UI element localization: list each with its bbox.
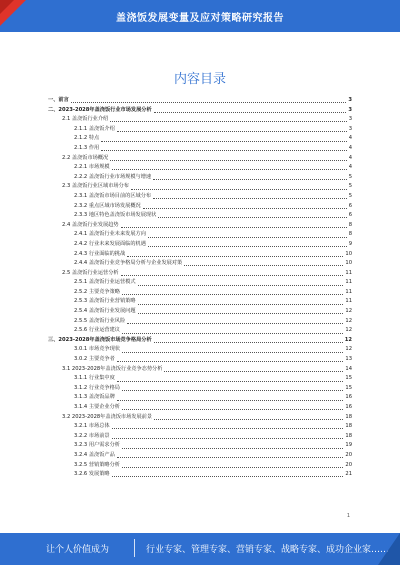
toc-entry-label: 2.5.3 盖浇饭行业营销策略 [74,297,137,307]
toc-entry-label: 3.2.4 盖浇饭产品 [74,451,116,461]
toc-entry-label: 3.1.3 盖浇饭品牌 [74,393,116,403]
toc-entry-label: 3.2.2 市场前景 [74,432,111,442]
toc-entry-page: 16 [345,404,352,410]
toc-entry[interactable] [48,393,352,403]
toc-entry-page: 19 [345,442,352,449]
toc-entry[interactable] [48,144,352,154]
toc-leader-dots [112,428,344,429]
toc-entry-label: 2.5.2 主要竞争策略 [74,288,121,298]
toc-entry-label: 2.3.2 重点区域市场发展概况 [74,202,142,212]
toc-entry-page: 18 [345,423,352,430]
toc-leader-dots [131,189,347,190]
toc-entry-page: 8 [348,221,352,228]
toc-entry-label: 3.1.2 行业竞争格局 [74,384,121,394]
toc-entry[interactable] [48,288,352,298]
toc-leader-dots [121,227,347,228]
toc-entry-label: 2.3.3 地区特色盖浇饭市场发展现状 [74,211,157,221]
toc-entry-page: 5 [348,173,352,180]
toc-entry-page: 4 [348,144,352,151]
table-of-contents [48,96,352,480]
toc-entry[interactable] [48,182,352,192]
toc-entry[interactable] [48,355,352,365]
toc-entry-label: 3.1.4 主要企业分析 [74,403,121,413]
toc-entry[interactable] [48,240,352,250]
toc-entry-label: 2.1.3 作用 [74,144,100,154]
toc-entry-page: 12 [345,327,352,334]
toc-entry-page: 6 [348,202,352,209]
toc-entry-page: 3 [348,106,352,113]
toc-leader-dots [158,217,346,218]
toc-entry-page: 10 [345,250,352,257]
toc-entry-label: 3.2.3 用户需求分析 [74,441,121,451]
toc-entry[interactable] [48,317,352,327]
toc-leader-dots [117,457,344,458]
toc-entry[interactable] [48,403,352,413]
toc-entry-page: 15 [345,375,352,382]
toc-entry-page: 4 [348,154,352,161]
toc-leader-dots [148,237,347,238]
toc-entry-label: 2.2 盖浇饭市场概况 [62,154,109,164]
toc-entry-page: 12 [345,346,352,353]
toc-entry-page: 12 [345,308,352,315]
toc-entry-label: 2.2.2 盖浇饭行业市场规模与增速 [74,173,152,183]
footer-slogan-left: 让个人价值成为 [46,545,110,555]
toc-entry[interactable] [48,173,352,183]
toc-entry[interactable] [48,451,352,461]
toc-leader-dots [122,390,343,391]
toc-entry-label: 2.5.1 盖浇饭行业运营模式 [74,278,137,288]
toc-entry-page: 8 [348,231,352,238]
toc-entry-page: 13 [345,356,352,363]
toc-entry-page: 11 [345,279,352,286]
toc-entry[interactable] [48,413,352,423]
toc-heading: 内容目录 [173,72,226,87]
toc-entry-page: 15 [345,384,352,391]
toc-leader-dots [154,419,343,420]
toc-entry-label: 2.5.4 盖浇饭行业发展问题 [74,307,137,317]
toc-leader-dots [117,400,344,401]
toc-entry-label: 3.2.1 市场总体 [74,422,111,432]
toc-entry-page: 18 [345,432,352,439]
report-title: 盖浇饭发展变量及应对策略研究报告 [116,13,284,24]
toc-entry-page: 20 [345,451,352,458]
toc-leader-dots [112,476,344,477]
toc-leader-dots [101,150,346,151]
toc-entry-label: 三、2023-2028年盖浇饭市场竞争格局分析 [48,336,153,346]
toc-entry-label: 3.0.2 主要竞争者 [74,355,116,365]
footer-divider [134,539,135,557]
toc-entry-label: 3.1 2023-2028年盖浇饭行业竞争态势分析 [62,365,163,375]
toc-entry[interactable] [48,96,352,106]
toc-entry-page: 5 [348,192,352,199]
toc-entry[interactable] [48,345,352,355]
toc-entry[interactable] [48,384,352,394]
toc-entry-label: 2.5 盖浇饭行业运营分析 [62,269,120,279]
toc-entry[interactable] [48,192,352,202]
toc-entry-label: 2.3 盖浇饭行业区域市场分布 [62,182,130,192]
toc-leader-dots [148,246,347,247]
toc-leader-dots [122,467,343,468]
toc-entry[interactable] [48,461,352,471]
toc-leader-dots [122,352,343,353]
toc-leader-dots [184,265,343,266]
toc-entry-label: 3.2.6 发展策略 [74,470,111,480]
toc-entry-page: 14 [345,365,352,372]
toc-entry[interactable] [48,307,352,317]
toc-entry-page: 21 [345,471,352,478]
toc-entry-page: 5 [348,183,352,190]
toc-entry[interactable] [48,250,352,260]
toc-leader-dots [127,323,343,324]
toc-leader-dots [117,131,347,132]
toc-entry-label: 3.0.1 市场竞争现状 [74,345,121,355]
toc-entry[interactable] [48,326,352,336]
toc-entry[interactable] [48,365,352,375]
toc-entry[interactable] [48,230,352,240]
toc-leader-dots [112,169,347,170]
toc-leader-dots [122,448,343,449]
toc-leader-dots [153,179,347,180]
toc-leader-dots [138,304,344,305]
toc-entry[interactable] [48,278,352,288]
toc-entry-page: 6 [348,212,352,219]
toc-leader-dots [122,333,343,334]
toc-entry[interactable] [48,115,352,125]
toc-entry-label: 2.4 盖浇饭行业发展趋势 [62,221,120,231]
toc-leader-dots [117,361,344,362]
toc-entry-page: 10 [345,260,352,267]
page-header [0,0,400,32]
toc-leader-dots [153,198,347,199]
toc-entry-page: 12 [344,336,352,343]
toc-entry[interactable] [48,432,352,442]
toc-entry-page: 4 [348,164,352,171]
toc-leader-dots [143,208,347,209]
toc-entry-label: 2.1 盖浇饭行业介绍 [62,115,109,125]
toc-leader-dots [154,342,343,343]
toc-leader-dots [117,381,344,382]
toc-entry[interactable] [48,154,352,164]
toc-leader-dots [127,256,343,257]
toc-leader-dots [101,141,346,142]
toc-leader-dots [71,102,347,103]
toc-entry-page: 4 [348,135,352,142]
toc-entry-label: 2.1.2 特点 [74,134,100,144]
toc-entry[interactable] [48,336,352,346]
toc-entry[interactable] [48,269,352,279]
toc-entry-label: 2.3.1 盖浇饭市场目前的区域分布 [74,192,152,202]
toc-entry[interactable] [48,441,352,451]
toc-leader-dots [164,371,343,372]
toc-leader-dots [110,160,346,161]
toc-entry-page: 9 [348,240,352,247]
toc-entry-page: 3 [348,125,352,132]
toc-entry-label: 3.1.1 行业集中度 [74,374,116,384]
toc-entry-page: 11 [345,288,352,295]
toc-entry-page: 16 [345,394,352,401]
toc-entry-label: 3.2.5 营销策略分析 [74,461,121,471]
toc-entry-label: 2.1.1 盖浇饭介绍 [74,125,116,135]
toc-entry-label: 2.4.4 盖浇饭行业竞争格局分析与企业发展对策 [74,259,183,269]
toc-entry[interactable] [48,134,352,144]
footer-slogan-right: 行业专家、管理专家、营销专家、战略专家、成功企业家…… [146,545,390,555]
toc-entry-label: 2.2.1 市场规模 [74,163,111,173]
toc-entry-page: 18 [345,413,352,420]
toc-entry[interactable] [48,125,352,135]
toc-leader-dots [138,313,344,314]
toc-leader-dots [138,285,344,286]
page-footer [0,533,400,565]
toc-leader-dots [154,112,347,113]
toc-leader-dots [122,409,343,410]
toc-entry-label: 2.4.1 盖浇饭行业未来发展方向 [74,230,147,240]
toc-entry[interactable] [48,470,352,480]
toc-entry-label: 2.4.2 行业未来发展面临的机遇 [74,240,147,250]
toc-entry-page: 12 [345,317,352,324]
toc-entry-label: 2.5.6 行业运营建议 [74,326,121,336]
toc-entry[interactable] [48,163,352,173]
toc-entry-page: 20 [345,461,352,468]
toc-leader-dots [121,275,344,276]
toc-entry-page: 3 [348,97,352,103]
toc-entry-label: 3.2 2023-2028年盖浇饭市场发展前景 [62,413,153,423]
toc-entry[interactable] [48,297,352,307]
toc-entry[interactable] [48,202,352,212]
toc-entry[interactable] [48,211,352,221]
toc-leader-dots [122,294,343,295]
page-number: 1 [346,513,350,519]
toc-entry[interactable] [48,259,352,269]
toc-entry-page: 11 [345,269,352,276]
toc-entry-label: 二、2023-2028年盖浇饭行业市场发展分析 [48,106,153,116]
toc-entry-label: 一、前言 [48,96,70,106]
toc-entry-page: 11 [345,298,352,305]
toc-entry[interactable] [48,374,352,384]
toc-leader-dots [110,121,346,122]
toc-entry[interactable] [48,221,352,231]
toc-entry[interactable] [48,106,352,116]
toc-leader-dots [112,438,344,439]
footer-corner-decoration [378,533,400,565]
toc-entry-label: 2.5.5 盖浇饭行业风险 [74,317,126,327]
toc-entry-label: 2.4.3 行业面临的挑战 [74,250,126,260]
toc-entry[interactable] [48,422,352,432]
toc-entry-page: 3 [348,116,352,123]
